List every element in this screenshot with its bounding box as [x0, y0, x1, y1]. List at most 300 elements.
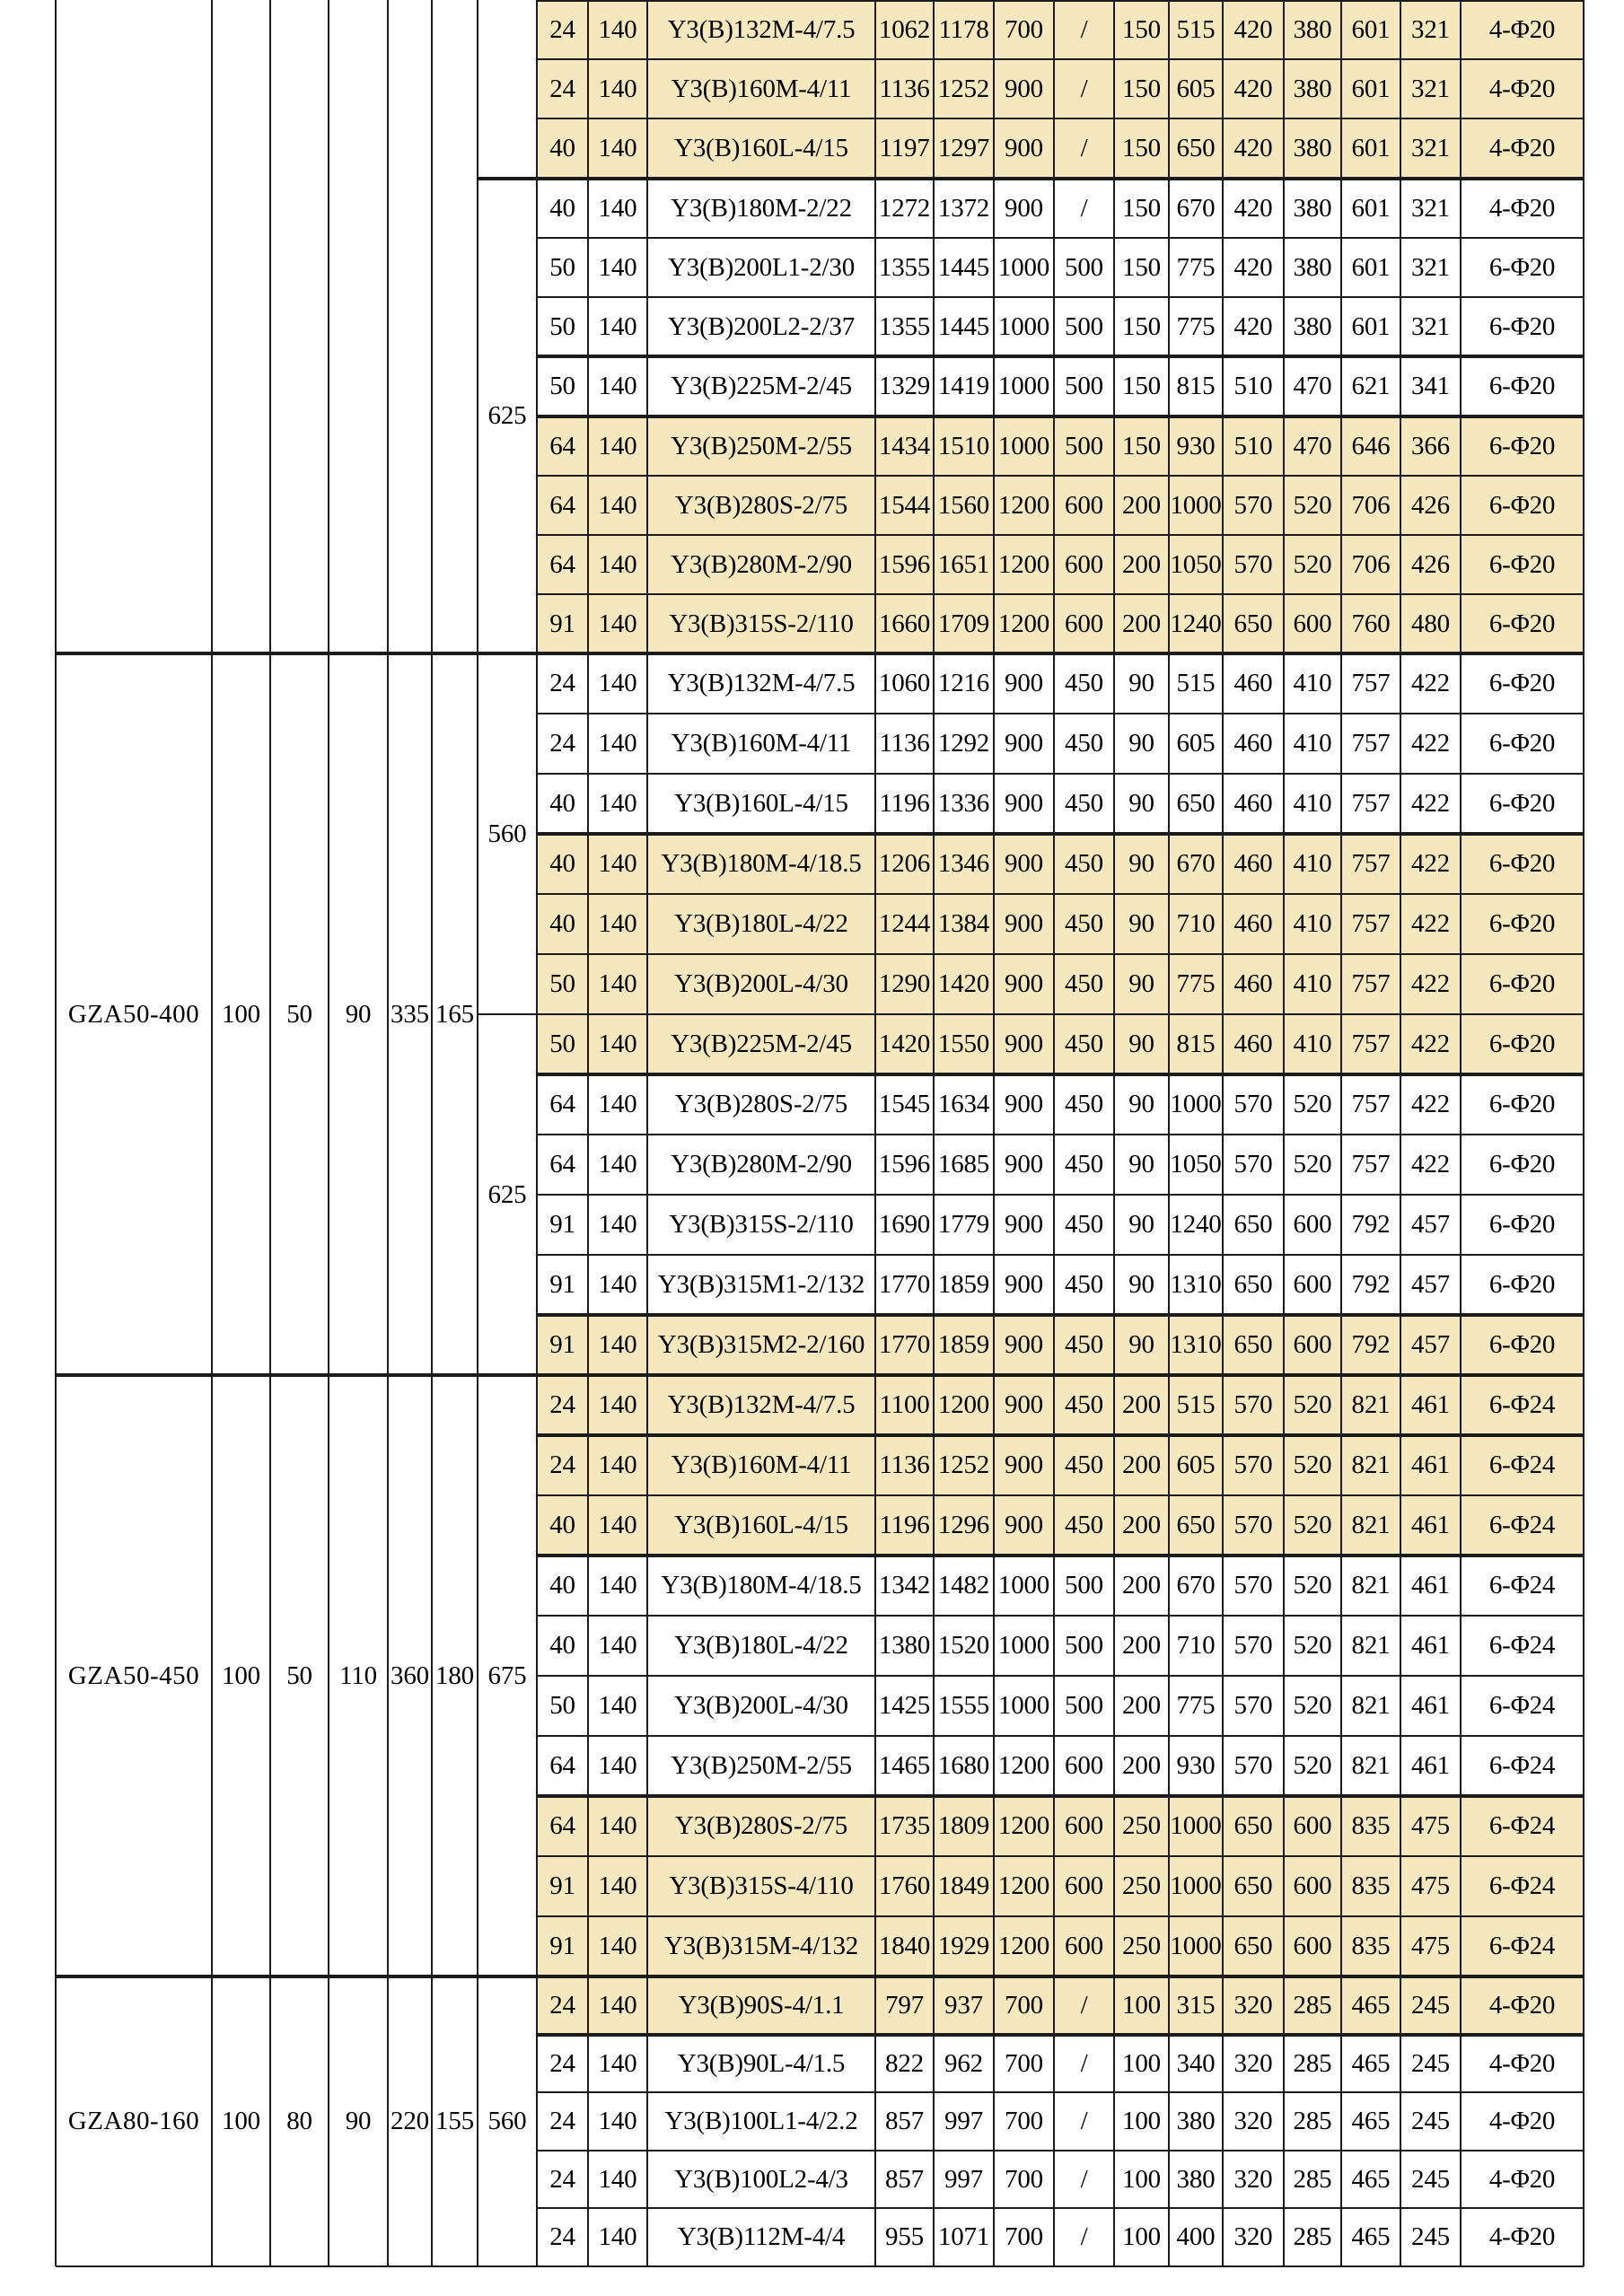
grid-line: [537, 1254, 1584, 1256]
value-cell: 600: [1065, 1811, 1103, 1840]
value-cell: 450: [1065, 1330, 1103, 1359]
table-border-bottom: [56, 2265, 1584, 2268]
value-cell: 140: [598, 1811, 637, 1840]
grid-line: [537, 2150, 1584, 2151]
value-cell: 1000: [997, 1631, 1050, 1660]
value-cell: 64: [549, 1150, 575, 1179]
value-cell: 900: [1005, 1330, 1043, 1359]
shaft-height-cell: 625: [487, 1179, 527, 1209]
value-cell: 24: [549, 729, 575, 758]
value-cell: 1136: [879, 729, 930, 758]
value-cell: 24: [549, 2107, 575, 2135]
value-cell: 140: [598, 14, 637, 44]
value-cell: 792: [1351, 1270, 1391, 1299]
value-cell: 1000: [997, 311, 1050, 341]
value-cell: /: [1080, 2222, 1088, 2251]
value-cell: 422: [1411, 969, 1450, 998]
value-cell: 40: [549, 909, 575, 938]
value-cell: 900: [1005, 1030, 1043, 1058]
value-cell: 520: [1293, 1390, 1332, 1419]
value-cell: 400: [1176, 2222, 1216, 2251]
value-cell: 930: [1176, 431, 1216, 460]
value-cell: 600: [1065, 1751, 1103, 1780]
value-cell: 600: [1065, 549, 1103, 579]
value-cell: 821: [1351, 1450, 1391, 1479]
value-cell: 40: [549, 1511, 575, 1539]
value-cell: 1000: [1170, 1871, 1222, 1900]
value-cell: 1545: [878, 1090, 931, 1118]
bolt-holes-cell: 6-Φ20: [1488, 311, 1556, 341]
grid-line: [537, 2207, 1584, 2209]
value-cell: 320: [1233, 2107, 1273, 2135]
bolt-holes-cell: 6-Φ24: [1488, 1511, 1556, 1539]
bolt-holes-cell: 6-Φ24: [1488, 1390, 1556, 1419]
value-cell: 1000: [997, 252, 1050, 282]
value-cell: 420: [1233, 193, 1273, 223]
bolt-holes-cell: 6-Φ20: [1488, 909, 1556, 938]
value-cell: 420: [1233, 252, 1273, 282]
value-cell: 650: [1176, 134, 1216, 162]
value-cell: 1840: [878, 1932, 931, 1960]
value-cell: 40: [549, 849, 575, 878]
value-cell: 140: [598, 2164, 637, 2194]
value-cell: 775: [1176, 311, 1216, 341]
value-cell: 410: [1293, 969, 1332, 998]
value-cell: 410: [1293, 909, 1332, 938]
value-cell: 422: [1411, 789, 1450, 818]
bolt-holes-cell: 6-Φ20: [1488, 789, 1556, 818]
value-cell: 706: [1351, 490, 1391, 520]
motor-model-cell: Y3(B)225M-2/45: [671, 372, 852, 400]
value-cell: 900: [1005, 1150, 1043, 1179]
bolt-holes-cell: 6-Φ20: [1488, 1270, 1556, 1299]
value-cell: 510: [1233, 431, 1273, 460]
value-cell: 140: [598, 74, 637, 103]
value-cell: 520: [1293, 1090, 1332, 1118]
dim-cell: 335: [391, 999, 429, 1029]
value-cell: 50: [549, 1691, 575, 1720]
value-cell: 64: [549, 1751, 575, 1780]
grid-line: [211, 0, 213, 2266]
value-cell: 900: [1005, 74, 1043, 103]
value-cell: 1197: [879, 134, 930, 162]
value-cell: 90: [1128, 1270, 1154, 1299]
value-cell: 570: [1233, 1150, 1273, 1179]
value-cell: 465: [1351, 2107, 1391, 2135]
value-cell: 955: [885, 2222, 924, 2251]
motor-model-cell: Y3(B)160L-4/15: [674, 789, 848, 818]
value-cell: 650: [1233, 1330, 1273, 1359]
bolt-holes-cell: 4-Φ20: [1488, 14, 1556, 44]
motor-model-cell: Y3(B)180L-4/22: [674, 1631, 848, 1660]
value-cell: 1296: [937, 1511, 990, 1539]
dim-cell: 110: [339, 1661, 377, 1690]
value-cell: 570: [1233, 1450, 1273, 1479]
value-cell: 500: [1065, 1571, 1103, 1599]
value-cell: 1770: [878, 1270, 931, 1299]
bolt-holes-cell: 6-Φ20: [1488, 969, 1556, 998]
value-cell: 515: [1176, 669, 1216, 697]
bolt-holes-cell: 4-Φ20: [1488, 2164, 1556, 2194]
value-cell: 245: [1411, 2048, 1450, 2078]
dim-cell: [329, 0, 388, 653]
value-cell: 90: [1128, 1090, 1154, 1118]
value-cell: 91: [549, 1932, 575, 1960]
motor-model-cell: Y3(B)315S-2/110: [669, 1210, 854, 1239]
value-cell: 140: [598, 1330, 637, 1359]
value-cell: 700: [1005, 2222, 1043, 2251]
value-cell: 410: [1293, 669, 1332, 697]
value-cell: 1252: [937, 1450, 990, 1479]
bolt-holes-cell: 6-Φ20: [1488, 1210, 1556, 1239]
value-cell: 457: [1411, 1270, 1450, 1299]
value-cell: 1510: [937, 431, 990, 460]
value-cell: 200: [1122, 1390, 1161, 1419]
value-cell: 140: [598, 1932, 637, 1960]
value-cell: 600: [1065, 490, 1103, 520]
grid-line: [537, 773, 1584, 775]
value-cell: 285: [1293, 2107, 1332, 2135]
value-cell: 510: [1233, 372, 1273, 400]
value-cell: 1420: [937, 969, 990, 998]
value-cell: 757: [1351, 1150, 1391, 1179]
bolt-holes-cell: 6-Φ20: [1488, 490, 1556, 520]
motor-model-cell: Y3(B)280S-2/75: [674, 1811, 848, 1840]
grid-line: [387, 0, 389, 2266]
value-cell: 570: [1233, 549, 1273, 579]
bolt-holes-cell: 4-Φ20: [1488, 1991, 1556, 2020]
grid-line: [537, 1313, 1584, 1317]
value-cell: 600: [1293, 1871, 1332, 1900]
value-cell: 200: [1122, 1631, 1161, 1660]
motor-model-cell: Y3(B)250M-2/55: [671, 1751, 852, 1780]
value-cell: 91: [549, 1330, 575, 1359]
value-cell: 315: [1176, 1991, 1216, 2020]
value-cell: 821: [1351, 1631, 1391, 1660]
value-cell: 1372: [937, 193, 990, 223]
value-cell: 1544: [878, 490, 931, 520]
dim-cell: 100: [222, 2107, 260, 2135]
value-cell: 140: [598, 1571, 637, 1599]
value-cell: 380: [1293, 74, 1332, 103]
value-cell: 900: [1005, 1090, 1043, 1118]
grid-line: [478, 177, 1584, 180]
value-cell: 821: [1351, 1511, 1391, 1539]
value-cell: 100: [1122, 2107, 1161, 2135]
value-cell: 320: [1233, 1991, 1273, 2020]
value-cell: 40: [549, 789, 575, 818]
grid-line: [537, 1675, 1584, 1677]
value-cell: 570: [1233, 1511, 1273, 1539]
value-cell: 1660: [878, 609, 931, 638]
value-cell: 570: [1233, 1751, 1273, 1780]
value-cell: 1849: [937, 1871, 990, 1900]
value-cell: 450: [1065, 969, 1103, 998]
motor-model-cell: Y3(B)200L1-2/30: [667, 252, 856, 282]
value-cell: 760: [1351, 609, 1391, 638]
value-cell: 64: [549, 1090, 575, 1118]
grid-line: [537, 713, 1584, 714]
value-cell: 321: [1411, 311, 1450, 341]
value-cell: 822: [885, 2048, 924, 2078]
value-cell: 100: [1122, 2222, 1161, 2251]
value-cell: 900: [1005, 1210, 1043, 1239]
value-cell: 650: [1176, 789, 1216, 818]
value-cell: 646: [1351, 431, 1391, 460]
value-cell: 450: [1065, 1210, 1103, 1239]
value-cell: 570: [1233, 1390, 1273, 1419]
value-cell: 450: [1065, 1270, 1103, 1299]
value-cell: 340: [1176, 2048, 1216, 2078]
motor-model-cell: Y3(B)160M-4/11: [671, 74, 852, 103]
value-cell: 600: [1293, 1330, 1332, 1359]
value-cell: 1000: [997, 372, 1050, 400]
value-cell: 465: [1351, 2222, 1391, 2251]
value-cell: 480: [1411, 609, 1450, 638]
grid-line: [537, 953, 1584, 955]
value-cell: 90: [1128, 1030, 1154, 1058]
bolt-holes-cell: 6-Φ24: [1488, 1691, 1556, 1720]
motor-model-cell: Y3(B)180L-4/22: [674, 909, 848, 938]
value-cell: 470: [1293, 372, 1332, 400]
value-cell: 200: [1122, 1450, 1161, 1479]
value-cell: 775: [1176, 969, 1216, 998]
value-cell: 90: [1128, 1330, 1154, 1359]
value-cell: 815: [1176, 372, 1216, 400]
bolt-holes-cell: 6-Φ24: [1488, 1571, 1556, 1599]
value-cell: 460: [1233, 729, 1273, 758]
value-cell: 140: [598, 1991, 637, 2020]
dim-cell: [270, 0, 329, 653]
motor-model-cell: Y3(B)90L-4/1.5: [677, 2048, 846, 2078]
value-cell: 601: [1351, 134, 1391, 162]
value-cell: 570: [1233, 1571, 1273, 1599]
value-cell: 380: [1293, 14, 1332, 44]
grid-line: [537, 534, 1584, 536]
value-cell: 50: [549, 1030, 575, 1058]
value-cell: 515: [1176, 1390, 1216, 1419]
value-cell: 520: [1293, 1450, 1332, 1479]
motor-model-cell: Y3(B)180M-4/18.5: [661, 849, 862, 878]
motor-model-cell: Y3(B)132M-4/7.5: [667, 1390, 856, 1419]
motor-model-cell: Y3(B)132M-4/7.5: [667, 669, 856, 697]
value-cell: 150: [1122, 74, 1161, 103]
value-cell: 140: [598, 1150, 637, 1179]
value-cell: 410: [1293, 789, 1332, 818]
grid-line: [537, 1735, 1584, 1737]
bolt-holes-cell: 6-Φ24: [1488, 1871, 1556, 1900]
value-cell: 140: [598, 1390, 637, 1419]
value-cell: 422: [1411, 849, 1450, 878]
grid-line: [478, 1013, 1584, 1015]
value-cell: 1709: [937, 609, 990, 638]
value-cell: 470: [1293, 431, 1332, 460]
value-cell: 930: [1176, 1751, 1216, 1780]
value-cell: 321: [1411, 193, 1450, 223]
value-cell: 1445: [937, 311, 990, 341]
value-cell: 450: [1065, 669, 1103, 697]
value-cell: 821: [1351, 1691, 1391, 1720]
value-cell: /: [1080, 2048, 1088, 2078]
value-cell: 520: [1293, 490, 1332, 520]
value-cell: 821: [1351, 1390, 1391, 1419]
value-cell: 1200: [997, 1932, 1050, 1960]
value-cell: 1000: [1170, 490, 1222, 520]
value-cell: 500: [1065, 252, 1103, 282]
value-cell: 40: [549, 193, 575, 223]
value-cell: 140: [598, 969, 637, 998]
value-cell: 997: [944, 2164, 983, 2194]
grid-line: [537, 1554, 1584, 1557]
value-cell: 900: [1005, 193, 1043, 223]
value-cell: 321: [1411, 74, 1450, 103]
value-cell: 366: [1411, 431, 1450, 460]
shaft-height-cell: 560: [487, 819, 527, 848]
value-cell: 426: [1411, 549, 1450, 579]
value-cell: 835: [1351, 1871, 1391, 1900]
value-cell: /: [1080, 193, 1088, 223]
grid-line: [537, 1194, 1584, 1196]
value-cell: 1200: [997, 490, 1050, 520]
value-cell: 461: [1411, 1751, 1450, 1780]
value-cell: 601: [1351, 252, 1391, 282]
value-cell: 150: [1122, 252, 1161, 282]
value-cell: 520: [1293, 1511, 1332, 1539]
grid-line: [537, 237, 1584, 239]
value-cell: 1342: [878, 1571, 931, 1599]
value-cell: 1000: [1170, 1811, 1222, 1840]
grid-line: [537, 1794, 1584, 1798]
value-cell: 90: [1128, 729, 1154, 758]
value-cell: 285: [1293, 2048, 1332, 2078]
value-cell: 1050: [1170, 549, 1222, 579]
value-cell: 140: [598, 2107, 637, 2135]
value-cell: 140: [598, 789, 637, 818]
value-cell: 426: [1411, 490, 1450, 520]
motor-model-cell: Y3(B)315M2-2/160: [657, 1330, 865, 1359]
grid-line: [537, 475, 1584, 477]
value-cell: 1779: [937, 1210, 990, 1239]
value-cell: 420: [1233, 14, 1273, 44]
grid-line: [328, 0, 329, 2266]
value-cell: 500: [1065, 1691, 1103, 1720]
value-cell: 605: [1176, 729, 1216, 758]
grid-line: [537, 118, 1584, 119]
value-cell: 1384: [937, 909, 990, 938]
value-cell: 245: [1411, 2107, 1450, 2135]
value-cell: 475: [1411, 1871, 1450, 1900]
value-cell: 1680: [937, 1751, 990, 1780]
value-cell: 775: [1176, 1691, 1216, 1720]
value-cell: 140: [598, 1871, 637, 1900]
bolt-holes-cell: 6-Φ24: [1488, 1811, 1556, 1840]
value-cell: 520: [1293, 1691, 1332, 1720]
bolt-holes-cell: 4-Φ20: [1488, 193, 1556, 223]
value-cell: 460: [1233, 969, 1273, 998]
value-cell: 1596: [878, 549, 931, 579]
value-cell: 570: [1233, 1631, 1273, 1660]
value-cell: 140: [598, 2222, 637, 2251]
value-cell: 450: [1065, 1390, 1103, 1419]
value-cell: 900: [1005, 1270, 1043, 1299]
value-cell: 200: [1122, 1511, 1161, 1539]
grid-line: [537, 415, 1584, 418]
shaft-height-cell: 560: [487, 2107, 527, 2135]
bolt-holes-cell: 6-Φ24: [1488, 1932, 1556, 1960]
value-cell: 670: [1176, 193, 1216, 223]
value-cell: 1200: [997, 1751, 1050, 1780]
grid-line: [537, 355, 1584, 358]
value-cell: 140: [598, 490, 637, 520]
value-cell: 140: [598, 1631, 637, 1660]
dim-cell: 220: [391, 2107, 429, 2135]
value-cell: 420: [1233, 74, 1273, 103]
bolt-holes-cell: 6-Φ24: [1488, 1450, 1556, 1479]
value-cell: 1346: [937, 849, 990, 878]
value-cell: 997: [944, 2107, 983, 2135]
bolt-holes-cell: 6-Φ20: [1488, 1330, 1556, 1359]
value-cell: 321: [1411, 134, 1450, 162]
value-cell: 90: [1128, 1150, 1154, 1179]
value-cell: 1240: [1170, 609, 1222, 638]
value-cell: 410: [1293, 1030, 1332, 1058]
value-cell: 140: [598, 1450, 637, 1479]
value-cell: 24: [549, 74, 575, 103]
value-cell: 601: [1351, 311, 1391, 341]
value-cell: 835: [1351, 1932, 1391, 1960]
dim-cell: 100: [222, 999, 260, 1029]
section-divider: [56, 652, 1584, 655]
value-cell: 24: [549, 1450, 575, 1479]
pump-model-cell: GZA50-400: [67, 999, 200, 1029]
value-cell: 100: [1122, 2048, 1161, 2078]
value-cell: 140: [598, 909, 637, 938]
value-cell: 605: [1176, 74, 1216, 103]
value-cell: 1380: [878, 1631, 931, 1660]
value-cell: 341: [1411, 372, 1450, 400]
value-cell: 250: [1122, 1811, 1161, 1840]
value-cell: 450: [1065, 789, 1103, 818]
value-cell: 50: [549, 969, 575, 998]
value-cell: 465: [1351, 1991, 1391, 2020]
value-cell: 1355: [878, 252, 931, 282]
grid-line: [537, 832, 1584, 836]
value-cell: 140: [598, 669, 637, 697]
value-cell: 520: [1293, 1631, 1332, 1660]
value-cell: 24: [549, 2048, 575, 2078]
shaft-height-cell: 675: [487, 1661, 527, 1690]
motor-model-cell: Y3(B)160L-4/15: [674, 1511, 848, 1539]
value-cell: 650: [1233, 609, 1273, 638]
bolt-holes-cell: 6-Φ20: [1488, 669, 1556, 697]
value-cell: 64: [549, 1811, 575, 1840]
value-cell: 380: [1293, 252, 1332, 282]
value-cell: 90: [1128, 849, 1154, 878]
value-cell: 1297: [937, 134, 990, 162]
value-cell: 775: [1176, 252, 1216, 282]
value-cell: 1240: [1170, 1210, 1222, 1239]
grid-line: [431, 0, 433, 2266]
pump-model-cell: GZA50-450: [67, 1661, 200, 1690]
value-cell: 1859: [937, 1270, 990, 1299]
value-cell: /: [1080, 2107, 1088, 2135]
value-cell: 450: [1065, 1030, 1103, 1058]
value-cell: 710: [1176, 909, 1216, 938]
value-cell: 450: [1065, 1090, 1103, 1118]
value-cell: 1200: [997, 549, 1050, 579]
value-cell: 200: [1122, 490, 1161, 520]
value-cell: 90: [1128, 909, 1154, 938]
